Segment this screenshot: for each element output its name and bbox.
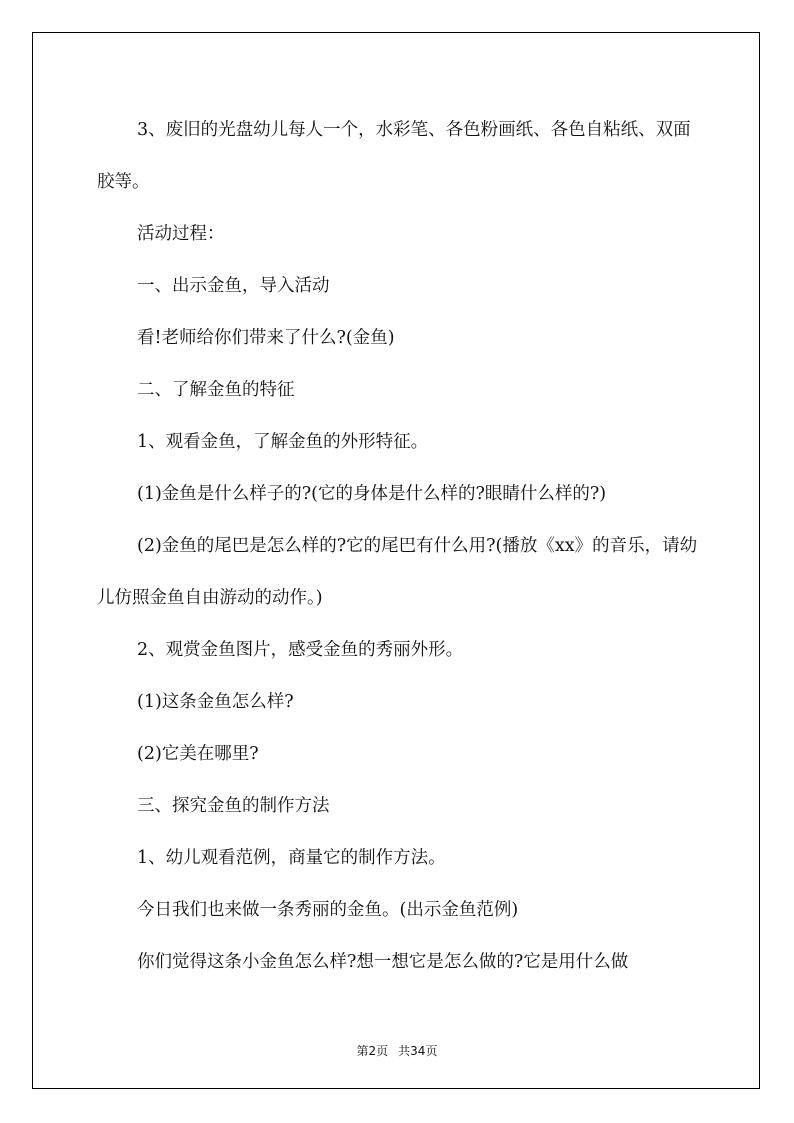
paragraph: 你们觉得这条小金鱼怎么样?想一想它是怎么做的?它是用什么做 [137, 952, 629, 972]
section-heading-1: 一、出示金鱼，导入活动 [137, 276, 330, 296]
paragraph: 1、幼儿观看范例，商量它的制作方法。 [137, 848, 446, 868]
paragraph: 看!老师给你们带来了什么?(金鱼) [137, 328, 395, 348]
section-heading-3: 三、探究金鱼的制作方法 [137, 796, 330, 816]
paragraph-process-heading: 活动过程： [137, 224, 225, 244]
paragraph-materials: 3、废旧的光盘幼儿每人一个，水彩笔、各色粉画纸、各色自粘纸、双面胶等。 [97, 120, 691, 192]
page-number: 第2页 [356, 1044, 389, 1058]
document-body [97, 104, 703, 988]
paragraph: 1、观看金鱼，了解金鱼的外形特征。 [137, 432, 429, 452]
paragraph: 今日我们也来做一条秀丽的金鱼。(出示金鱼范例) [137, 900, 519, 920]
paragraph: (1)金鱼是什么样子的?(它的身体是什么样的?眼睛什么样的?) [137, 484, 607, 504]
paragraph: (2)它美在哪里? [137, 744, 259, 764]
paragraph: 2、观赏金鱼图片，感受金鱼的秀丽外形。 [137, 640, 464, 660]
page-total: 共34页 [398, 1044, 438, 1058]
paragraph: (1)这条金鱼怎么样? [137, 692, 294, 712]
section-heading-2: 二、了解金鱼的特征 [137, 380, 295, 400]
page-footer [0, 1042, 794, 1059]
paragraph: (2)金鱼的尾巴是怎么样的?它的尾巴有什么用?(播放《xx》的音乐，请幼儿仿照金鱼自由游动的动作。) [97, 536, 698, 608]
